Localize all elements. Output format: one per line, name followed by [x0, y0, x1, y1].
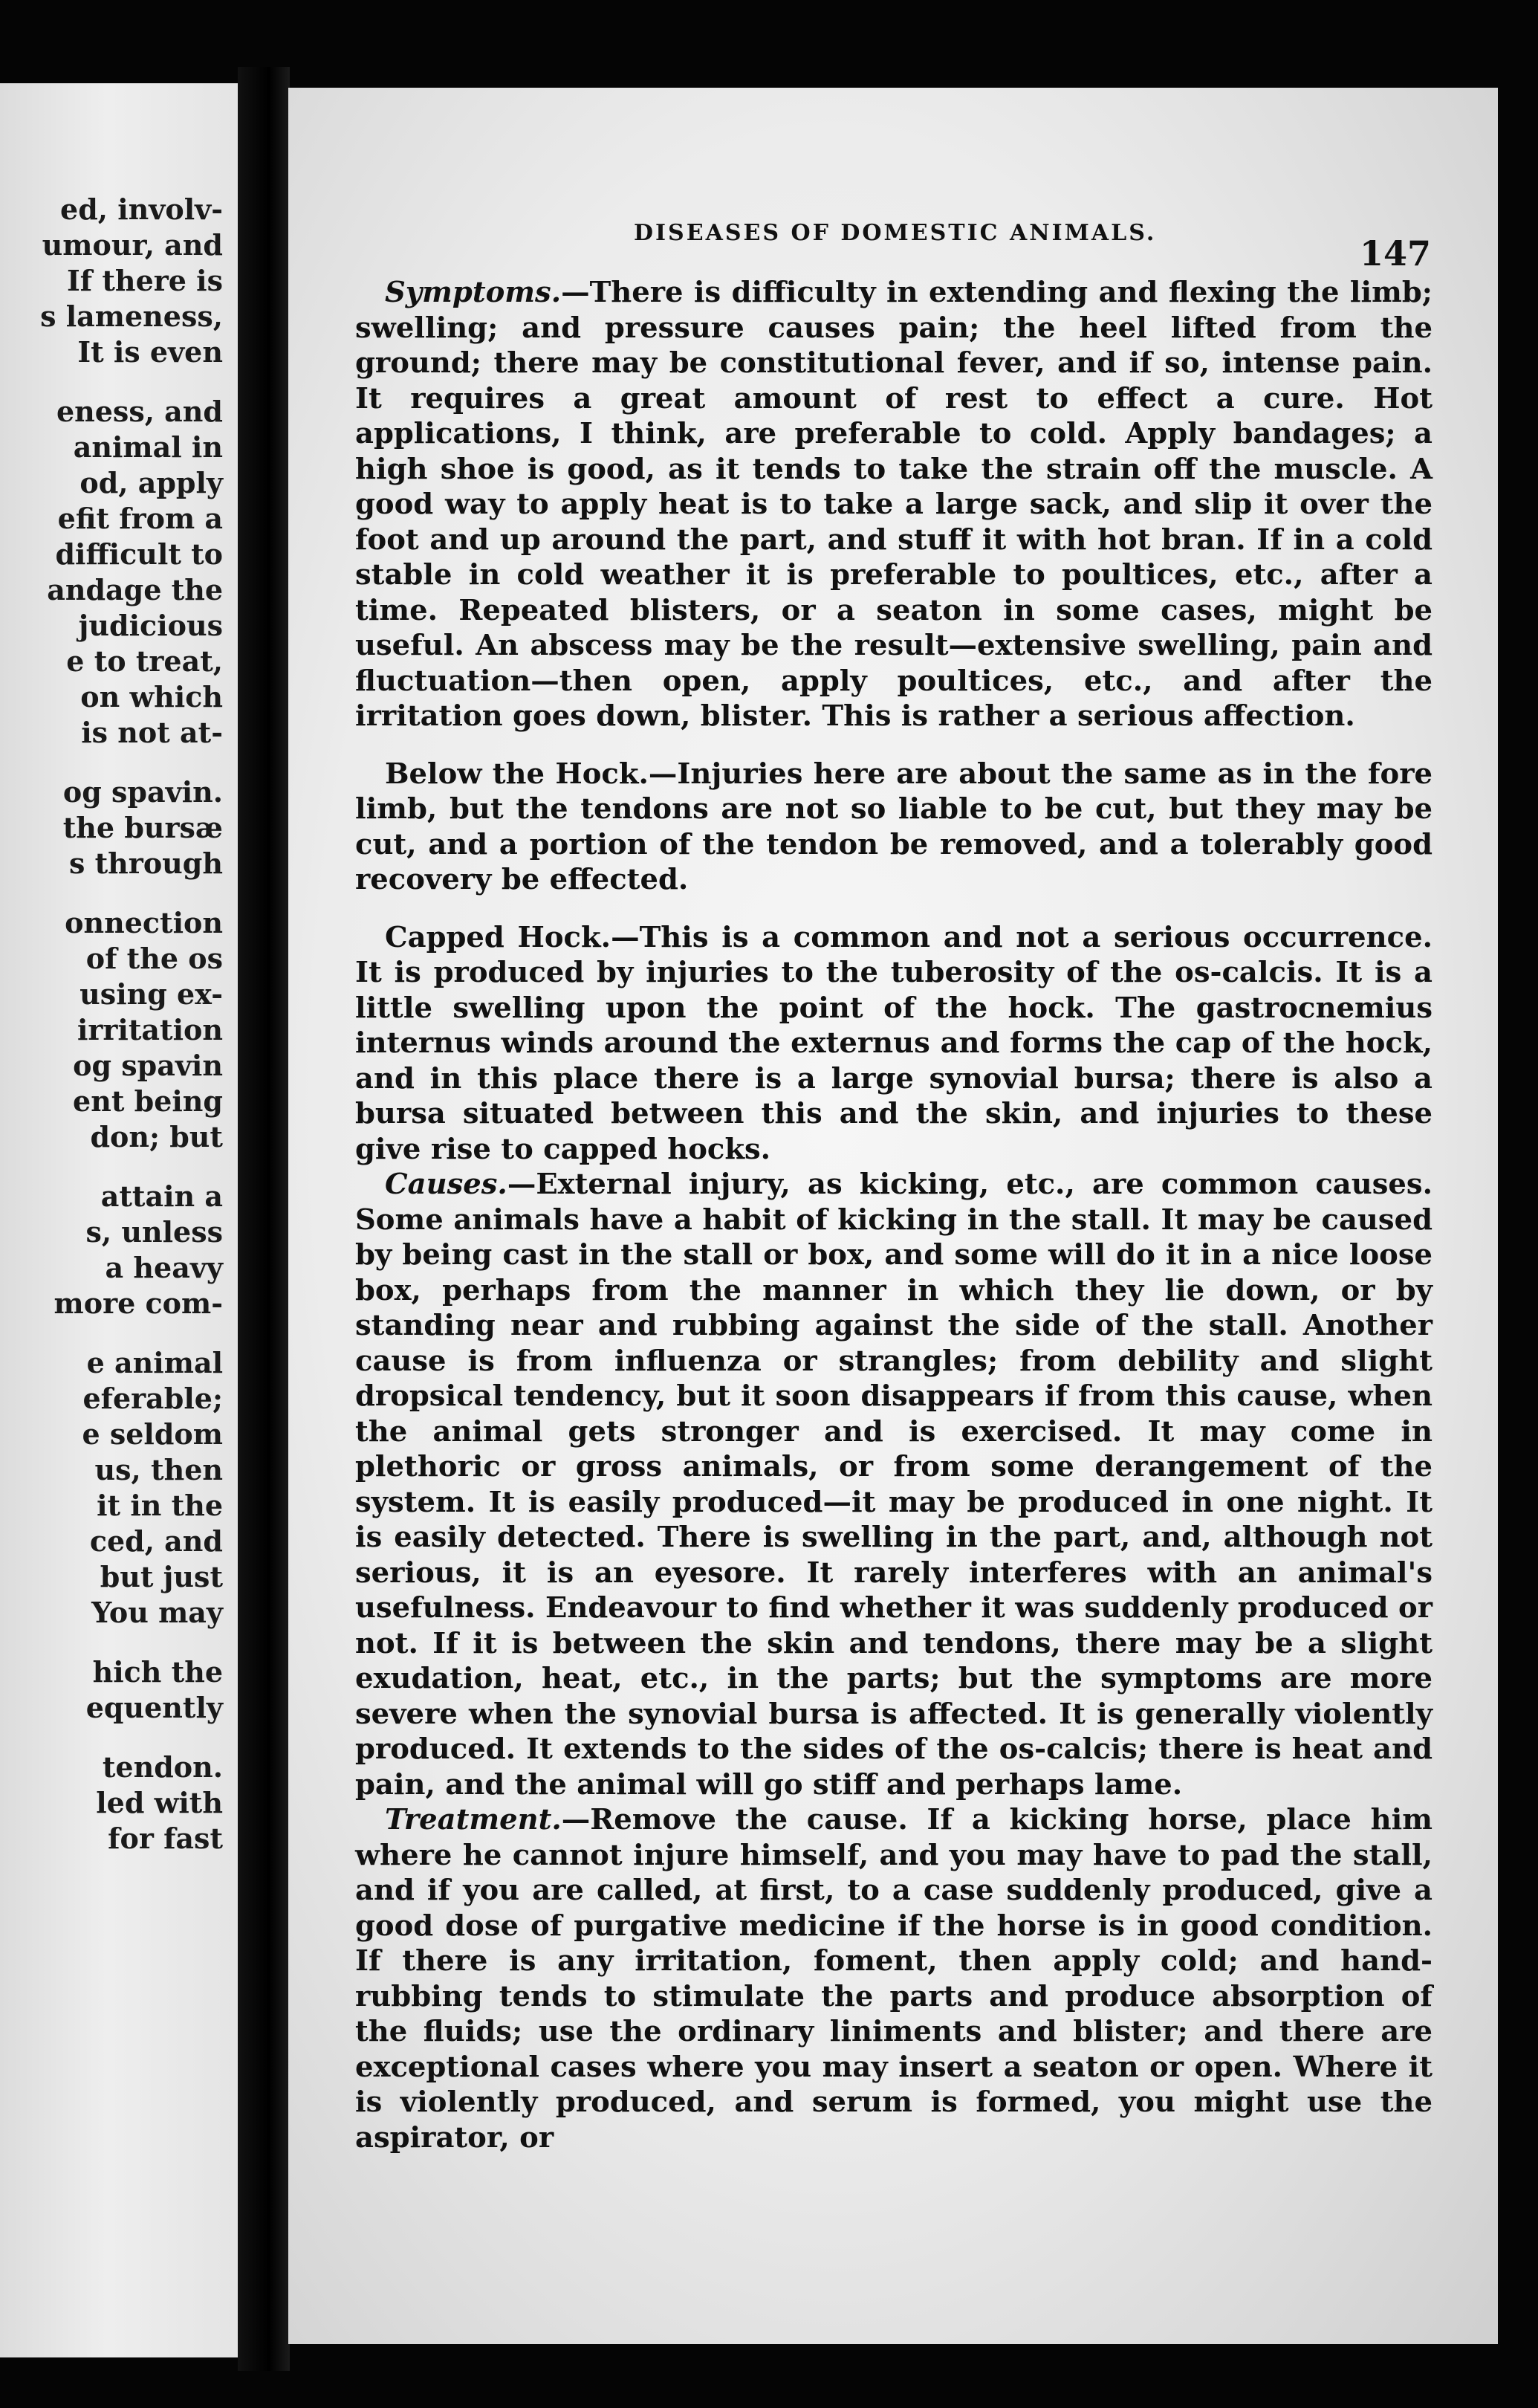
left-page-line: difficult to: [55, 537, 223, 571]
left-page-line: animal in: [73, 430, 223, 464]
left-page-line: using ex-: [80, 977, 223, 1011]
left-page-line: eness, and: [56, 395, 223, 428]
left-page-line: og spavin.: [62, 775, 223, 809]
causes-subhead: Causes.: [385, 1168, 507, 1201]
symptoms-paragraph: [355, 275, 1432, 734]
running-head: DISEASES OF DOMESTIC ANIMALS.: [634, 220, 1157, 246]
left-page-line: e seldom: [82, 1417, 223, 1451]
left-page-line: more com-: [53, 1286, 223, 1320]
left-page-line: ced, and: [89, 1524, 223, 1558]
left-page-line: og spavin: [73, 1049, 223, 1082]
left-page-line: onnection: [65, 906, 223, 939]
left-page-line: e to treat,: [66, 644, 223, 678]
capped-hock-paragraph: [355, 920, 1432, 1168]
left-page-line: ed, involv-: [60, 192, 223, 226]
left-page-line: led with: [96, 1786, 223, 1819]
left-page-line: but just: [100, 1560, 223, 1593]
left-page-line: judicious: [78, 609, 223, 642]
left-page-line: of the os: [85, 942, 223, 975]
left-page-line: s through: [69, 847, 223, 880]
page-number: 147: [1360, 233, 1432, 274]
left-page-line: is not at-: [81, 716, 223, 749]
causes-paragraph: [355, 1167, 1432, 1802]
left-page-line: equently: [85, 1691, 223, 1724]
previous-page-margin: [0, 83, 238, 2357]
left-page-line: ent being: [73, 1084, 223, 1118]
capped-hock-text: —This is a common and not a serious occurrence. It is produced by injuries to the tuberosity of the os-calcis. It is a little swelling upon the point of the hock. The gastrocnemius internus winds around the externus and forms the cap of the hock, and in this place there is a large synovial bursa; there is also a bursa situated between this and the skin, and injuries to these give rise to capped hocks.: [355, 920, 1432, 1166]
causes-text: —External injury, as kicking, etc., are common causes. Some animals have a habit of kicking in the stall. It may be caused by being cast in the stall or box, and some will do it in a nice loose box, perhaps from the manner in which they lie down, or by standing near and rubbing against the side of the stall. Another cause is from influenza or strangles; from debility and slight dropsical tendency, but it soon disappears if from this cause, when the animal gets stronger and is exercised. It may come in plethoric or gross animals, or from some derangement of the system. It is easily produced—it may be produced in one night. It is easily detected. There is swelling in the part, and, although not serious, it is an eyesore. It rarely interferes with an animal's usefulness. Endeavour to find whether it was suddenly produced or not. If it is between the skin and tendons, there may be a slight exudation, heat, etc., in the parts; but the symptoms are more severe when the synovial bursa is affected. It is generally violently produced. It extends to the sides of the os-calcis; there is heat and pain, and the animal will go stiff and perhaps lame.: [355, 1168, 1432, 1802]
left-page-line: the bursæ: [62, 811, 223, 844]
below-hock-text: —Injuries here are about the same as in the fore limb, but the tendons are not so liable to be cut, but they may be cut, and a portion of the tendon be removed, and a tolerably good recovery be effected.: [355, 757, 1432, 896]
left-page-line: a heavy: [105, 1251, 223, 1284]
book-page: [288, 88, 1498, 2344]
book-gutter: [238, 67, 290, 2371]
symptoms-subhead: Symptoms.: [385, 276, 562, 309]
left-page-line: If there is: [67, 264, 223, 297]
left-page-line: umour, and: [42, 228, 223, 262]
left-page-line: for fast: [108, 1822, 223, 1855]
symptoms-text: —There is difficulty in extending and flexing the limb; swelling; and pressure causes pain; the heel lifted from the ground; there may be constitutional fever, and if so, intense pain. It requires a great amount of rest to effect a cure. Hot applications, I think, are preferable to cold. Apply bandages; a high shoe is good, as it tends to take the strain off the muscle. A good way to apply heat is to take a large sack, and slip it over the foot and up around the part, and stuff it with hot bran. If in a cold stable in cold weather it is preferable to poultices, etc., after a time. Repeated blisters, or a seaton in some cases, might be useful. An abscess may be the result—extensive swelling, pain and fluctuation—then open, apply poultices, etc., and after the irritation goes down, blister. This is rather a serious affection.: [355, 276, 1432, 733]
left-page-line: eferable;: [82, 1382, 223, 1415]
left-page-line: attain a: [100, 1179, 223, 1213]
page-body: [355, 275, 1432, 2155]
left-page-line: od, apply: [80, 466, 223, 499]
below-hock-heading: Below the Hock.: [385, 757, 649, 791]
treatment-subhead: Treatment.: [385, 1803, 562, 1836]
below-hock-paragraph: [355, 757, 1432, 898]
left-page-line: it in the: [97, 1489, 223, 1522]
left-page-line: on which: [80, 680, 223, 713]
left-page-line: irritation: [77, 1013, 223, 1046]
left-page-line: tendon.: [102, 1750, 223, 1784]
left-page-line: us, then: [94, 1453, 223, 1486]
left-page-line: andage the: [47, 573, 223, 606]
left-page-line: e animal: [86, 1346, 223, 1379]
capped-hock-heading: Capped Hock.: [385, 920, 611, 954]
treatment-text: —Remove the cause. If a kicking horse, place him where he cannot injure himself, and you may have to pad the stall, and if you are called, at first, to a case suddenly produced, give a good dose of purgative medicine if the horse is in good condition. If there is any irritation, foment, then apply cold; and hand-rubbing tends to stimulate the parts and produce absorption of the fluids; use the ordinary liniments and blister; and there are exceptional cases where you may insert a seaton or open. Where it is violently produced, and serum is formed, you might use the aspirator, or: [355, 1803, 1432, 2155]
left-page-line: It is even: [77, 335, 223, 369]
left-page-line: efit from a: [57, 502, 223, 535]
left-page-line: s, unless: [85, 1215, 223, 1249]
left-page-line: hich the: [92, 1655, 223, 1689]
left-page-line: s lameness,: [40, 300, 223, 333]
left-page-line: don; but: [90, 1120, 223, 1153]
treatment-paragraph: [355, 1802, 1432, 2155]
left-page-line: You may: [91, 1596, 223, 1629]
